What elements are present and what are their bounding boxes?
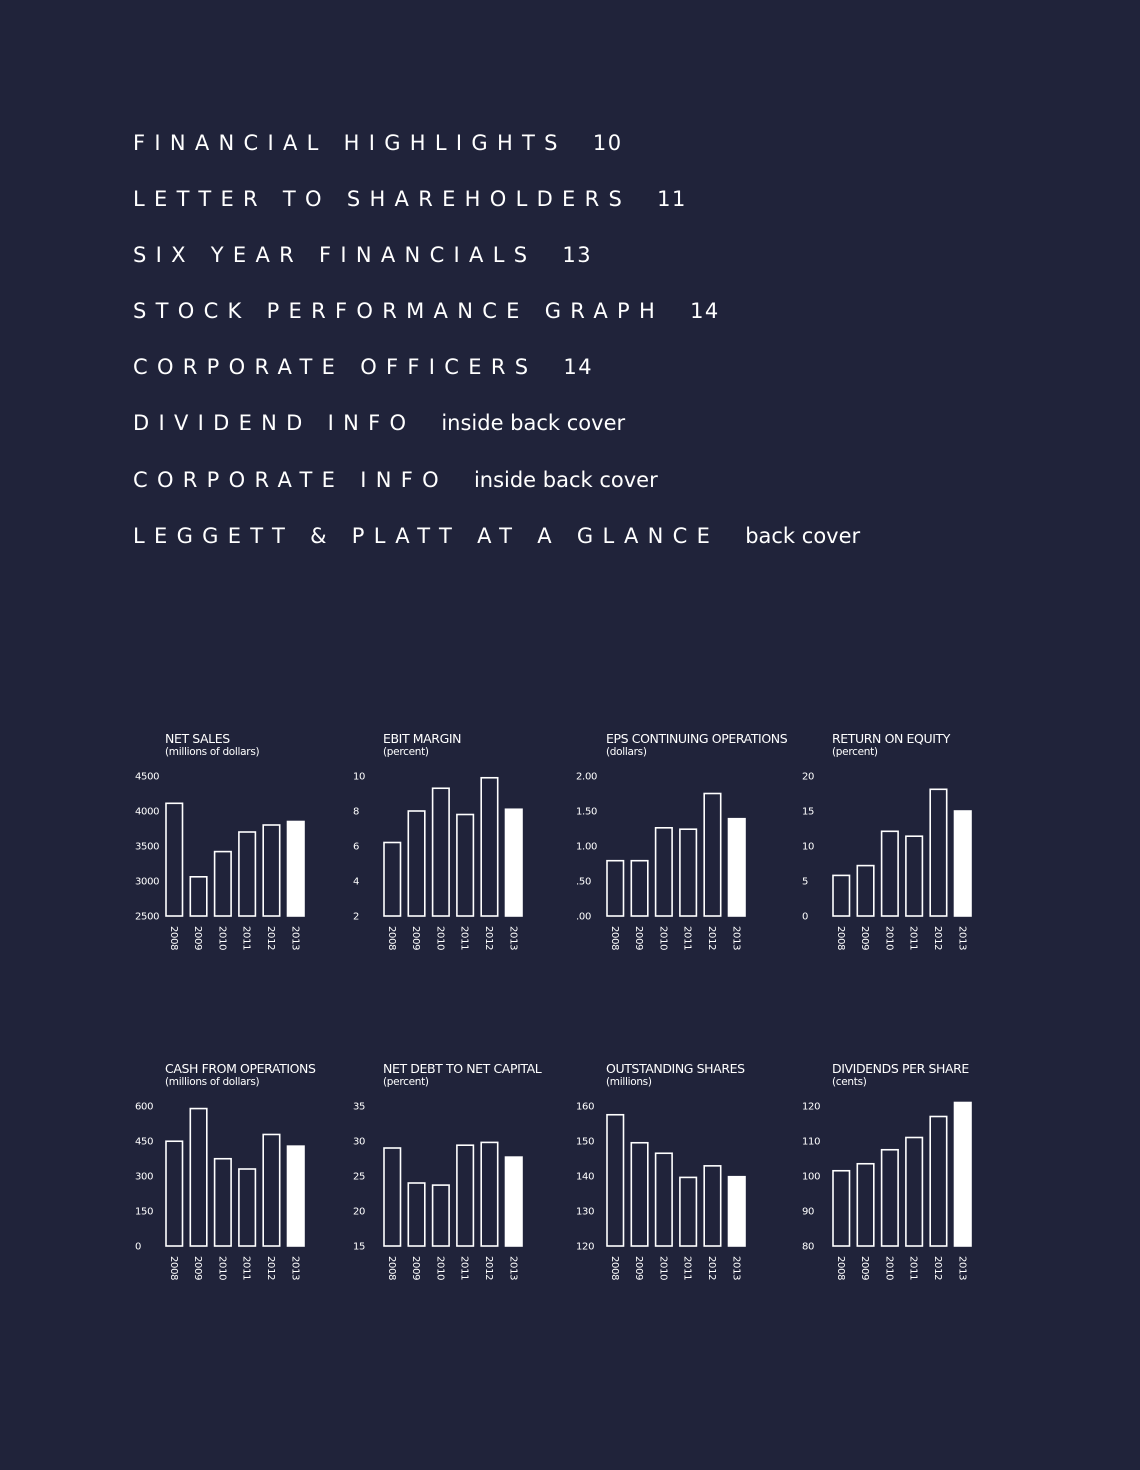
y-tick-label: 30 bbox=[353, 1136, 366, 1148]
bar bbox=[833, 1171, 850, 1246]
bar bbox=[704, 1166, 721, 1246]
bar-chart bbox=[802, 1062, 1032, 1322]
bar bbox=[263, 1134, 280, 1246]
x-category-label: 2008 bbox=[167, 926, 179, 951]
x-category-label: 2011 bbox=[240, 926, 252, 951]
y-tick-label: 80 bbox=[802, 1241, 815, 1253]
bar bbox=[384, 1148, 401, 1246]
bar bbox=[408, 1183, 425, 1246]
bar bbox=[457, 815, 474, 917]
bar-chart bbox=[576, 732, 809, 992]
toc-entry-title: SIX YEAR FINANCIALS bbox=[133, 243, 537, 268]
bar bbox=[190, 877, 207, 916]
x-category-label: 2011 bbox=[240, 1256, 252, 1281]
bar bbox=[607, 861, 624, 916]
x-category-label: 2013 bbox=[730, 926, 742, 951]
bar bbox=[408, 811, 425, 916]
x-category-label: 2009 bbox=[192, 1256, 204, 1281]
bar bbox=[906, 1138, 923, 1247]
bar bbox=[631, 861, 648, 916]
x-category-label: 2011 bbox=[458, 926, 470, 951]
bar-highlighted bbox=[955, 1103, 972, 1247]
bar-chart bbox=[576, 1062, 806, 1322]
chart-block bbox=[353, 731, 583, 992]
toc-entry-page: inside back cover bbox=[473, 467, 658, 492]
chart-title: CASH FROM OPERATIONS bbox=[165, 1061, 316, 1076]
y-tick-label: 110 bbox=[802, 1136, 821, 1148]
bar bbox=[239, 832, 256, 916]
toc-entry-title: LETTER TO SHAREHOLDERS bbox=[133, 187, 632, 212]
y-tick-label: 3500 bbox=[135, 841, 160, 853]
bar-highlighted bbox=[506, 1157, 523, 1246]
toc-entry[interactable] bbox=[133, 406, 860, 462]
y-tick-label: 150 bbox=[576, 1136, 595, 1148]
chart-block bbox=[802, 1061, 1032, 1322]
x-category-label: 2010 bbox=[657, 926, 669, 951]
bar bbox=[930, 1117, 947, 1247]
x-category-label: 2010 bbox=[434, 926, 446, 951]
bar bbox=[857, 866, 874, 916]
x-category-label: 2012 bbox=[931, 926, 943, 951]
chart-title: NET SALES bbox=[165, 731, 230, 746]
toc-entry-page: 14 bbox=[563, 355, 594, 380]
chart-title: RETURN ON EQUITY bbox=[832, 731, 950, 746]
y-tick-label: 4500 bbox=[135, 771, 160, 783]
x-category-label: 2012 bbox=[264, 1256, 276, 1281]
y-tick-label: 4000 bbox=[135, 806, 160, 818]
y-tick-label: 4 bbox=[353, 876, 360, 888]
x-category-label: 2013 bbox=[507, 1256, 519, 1281]
bar-chart bbox=[135, 1062, 365, 1322]
x-category-label: 2009 bbox=[633, 926, 645, 951]
x-category-label: 2013 bbox=[507, 926, 519, 951]
toc-entry-title: CORPORATE OFFICERS bbox=[133, 355, 538, 380]
x-category-label: 2012 bbox=[705, 926, 717, 951]
x-category-label: 2011 bbox=[681, 926, 693, 951]
bar bbox=[215, 852, 232, 916]
bar bbox=[190, 1109, 207, 1246]
bar bbox=[631, 1143, 648, 1246]
bar bbox=[457, 1145, 474, 1246]
y-tick-label: 100 bbox=[802, 1171, 821, 1183]
y-tick-label: 10 bbox=[802, 841, 815, 853]
bar bbox=[680, 829, 697, 916]
x-category-label: 2013 bbox=[956, 926, 968, 951]
y-tick-label: 0 bbox=[802, 911, 809, 923]
bar-chart bbox=[353, 732, 583, 992]
bar bbox=[607, 1115, 624, 1246]
chart-title: EPS CONTINUING OPERATIONS bbox=[606, 731, 788, 746]
bar bbox=[166, 803, 183, 916]
chart-unit-label: (millions of dollars) bbox=[165, 1076, 260, 1088]
y-tick-label: 120 bbox=[802, 1101, 821, 1113]
table-of-contents bbox=[133, 126, 860, 575]
y-tick-label: 1.50 bbox=[576, 806, 598, 818]
bar bbox=[433, 1185, 450, 1246]
chart-title: EBIT MARGIN bbox=[383, 731, 462, 746]
toc-entry-page: 10 bbox=[592, 131, 623, 155]
bar-highlighted bbox=[288, 822, 305, 917]
x-category-label: 2009 bbox=[633, 1256, 645, 1281]
y-tick-label: 2500 bbox=[135, 911, 160, 923]
bar-highlighted bbox=[955, 811, 972, 916]
y-tick-label: 0 bbox=[135, 1241, 142, 1253]
x-category-label: 2009 bbox=[410, 1256, 422, 1281]
bar bbox=[656, 828, 673, 916]
y-tick-label: 2 bbox=[353, 911, 360, 923]
bar bbox=[481, 1142, 498, 1246]
toc-entry-title: DIVIDEND INFO bbox=[133, 411, 416, 436]
y-tick-label: 300 bbox=[135, 1171, 154, 1183]
chart-title: NET DEBT TO NET CAPITAL bbox=[383, 1061, 542, 1076]
x-category-label: 2012 bbox=[264, 926, 276, 951]
x-category-label: 2009 bbox=[410, 926, 422, 951]
y-tick-label: 6 bbox=[353, 841, 360, 853]
bar bbox=[215, 1159, 232, 1246]
x-category-label: 2010 bbox=[883, 926, 895, 951]
y-tick-label: 5 bbox=[802, 876, 809, 888]
chart-block bbox=[353, 1061, 583, 1322]
toc-entry[interactable] bbox=[133, 519, 860, 575]
x-category-label: 2010 bbox=[883, 1256, 895, 1281]
x-category-label: 2013 bbox=[289, 1256, 301, 1281]
x-category-label: 2010 bbox=[657, 1256, 669, 1281]
chart-unit-label: (cents) bbox=[832, 1076, 867, 1088]
toc-entry-page: 11 bbox=[657, 187, 687, 212]
chart-block bbox=[135, 731, 365, 992]
y-tick-label: 140 bbox=[576, 1171, 595, 1183]
x-category-label: 2008 bbox=[608, 926, 620, 951]
bar-chart bbox=[353, 1062, 583, 1322]
y-tick-label: 10 bbox=[353, 771, 366, 783]
toc-entry-page: 14 bbox=[690, 299, 720, 324]
x-category-label: 2011 bbox=[681, 1256, 693, 1281]
toc-entry-title: FINANCIAL HIGHLIGHTS bbox=[133, 131, 567, 155]
bar bbox=[680, 1177, 697, 1246]
toc-entry-page: back cover bbox=[745, 523, 861, 548]
x-category-label: 2011 bbox=[458, 1256, 470, 1281]
chart-block bbox=[802, 731, 1032, 992]
toc-entry[interactable] bbox=[133, 294, 860, 350]
bar bbox=[433, 788, 450, 916]
x-category-label: 2013 bbox=[956, 1256, 968, 1281]
toc-entry-page: inside back cover bbox=[441, 411, 626, 436]
y-tick-label: 35 bbox=[353, 1101, 366, 1113]
bar-highlighted bbox=[729, 1177, 746, 1246]
bar bbox=[656, 1153, 673, 1246]
bar bbox=[833, 875, 850, 916]
bar bbox=[906, 836, 923, 916]
x-category-label: 2008 bbox=[167, 1256, 179, 1281]
x-category-label: 2012 bbox=[931, 1256, 943, 1281]
chart-unit-label: (millions of dollars) bbox=[165, 746, 260, 758]
x-category-label: 2012 bbox=[482, 926, 494, 951]
x-category-label: 2009 bbox=[859, 1256, 871, 1281]
bar bbox=[384, 843, 401, 917]
toc-entry[interactable] bbox=[133, 182, 860, 238]
y-tick-label: 600 bbox=[135, 1101, 154, 1113]
x-category-label: 2010 bbox=[216, 1256, 228, 1281]
toc-entry-title: CORPORATE INFO bbox=[133, 467, 448, 492]
bar bbox=[263, 825, 280, 916]
y-tick-label: .00 bbox=[576, 911, 592, 923]
x-category-label: 2012 bbox=[705, 1256, 717, 1281]
y-tick-label: 8 bbox=[353, 806, 360, 818]
bar-highlighted bbox=[288, 1146, 305, 1246]
y-tick-label: 2.00 bbox=[576, 771, 598, 783]
y-tick-label: 450 bbox=[135, 1136, 154, 1148]
x-category-label: 2008 bbox=[834, 926, 846, 951]
toc-entry[interactable] bbox=[133, 238, 860, 294]
y-tick-label: 160 bbox=[576, 1101, 595, 1113]
chart-block bbox=[576, 731, 809, 992]
y-tick-label: 120 bbox=[576, 1241, 595, 1253]
toc-entry-page: 13 bbox=[562, 243, 593, 268]
x-category-label: 2012 bbox=[482, 1256, 494, 1281]
x-category-label: 2008 bbox=[385, 1256, 397, 1281]
chart-unit-label: (dollars) bbox=[606, 746, 647, 758]
toc-entry[interactable] bbox=[133, 350, 860, 406]
y-tick-label: 150 bbox=[135, 1206, 154, 1218]
bar bbox=[239, 1169, 256, 1246]
toc-entry-title: LEGGETT & PLATT AT A GLANCE bbox=[133, 523, 720, 548]
x-category-label: 2008 bbox=[834, 1256, 846, 1281]
x-category-label: 2009 bbox=[859, 926, 871, 951]
chart-unit-label: (percent) bbox=[832, 746, 878, 758]
chart-block bbox=[576, 1061, 806, 1322]
x-category-label: 2008 bbox=[608, 1256, 620, 1281]
bar bbox=[704, 794, 721, 917]
y-tick-label: 90 bbox=[802, 1206, 815, 1218]
y-tick-label: 20 bbox=[353, 1206, 366, 1218]
x-category-label: 2010 bbox=[434, 1256, 446, 1281]
chart-unit-label: (percent) bbox=[383, 1076, 429, 1088]
y-tick-label: .50 bbox=[576, 876, 592, 888]
x-category-label: 2009 bbox=[192, 926, 204, 951]
toc-entry[interactable] bbox=[133, 463, 860, 519]
x-category-label: 2011 bbox=[907, 1256, 919, 1281]
x-category-label: 2008 bbox=[385, 926, 397, 951]
x-category-label: 2011 bbox=[907, 926, 919, 951]
bar bbox=[882, 831, 899, 916]
y-tick-label: 130 bbox=[576, 1206, 595, 1218]
y-tick-label: 25 bbox=[353, 1171, 366, 1183]
bar-chart bbox=[802, 732, 1032, 992]
bar bbox=[481, 778, 498, 916]
bar-chart bbox=[135, 732, 365, 992]
bar-highlighted bbox=[506, 809, 523, 916]
y-tick-label: 15 bbox=[353, 1241, 366, 1253]
bar bbox=[930, 789, 947, 916]
chart-title: OUTSTANDING SHARES bbox=[606, 1061, 745, 1076]
chart-unit-label: (millions) bbox=[606, 1076, 652, 1088]
toc-entry[interactable] bbox=[133, 126, 860, 182]
toc-entry-title: STOCK PERFORMANCE GRAPH bbox=[133, 299, 665, 324]
y-tick-label: 20 bbox=[802, 771, 815, 783]
bar-highlighted bbox=[729, 819, 746, 916]
x-category-label: 2013 bbox=[289, 926, 301, 951]
y-tick-label: 1.00 bbox=[576, 841, 598, 853]
bar bbox=[857, 1164, 874, 1246]
chart-unit-label: (percent) bbox=[383, 746, 429, 758]
chart-title: DIVIDENDS PER SHARE bbox=[832, 1061, 969, 1076]
x-category-label: 2010 bbox=[216, 926, 228, 951]
bar bbox=[166, 1141, 183, 1246]
bar bbox=[882, 1150, 899, 1246]
y-tick-label: 15 bbox=[802, 806, 815, 818]
y-tick-label: 3000 bbox=[135, 876, 160, 888]
x-category-label: 2013 bbox=[730, 1256, 742, 1281]
chart-block bbox=[135, 1061, 365, 1322]
